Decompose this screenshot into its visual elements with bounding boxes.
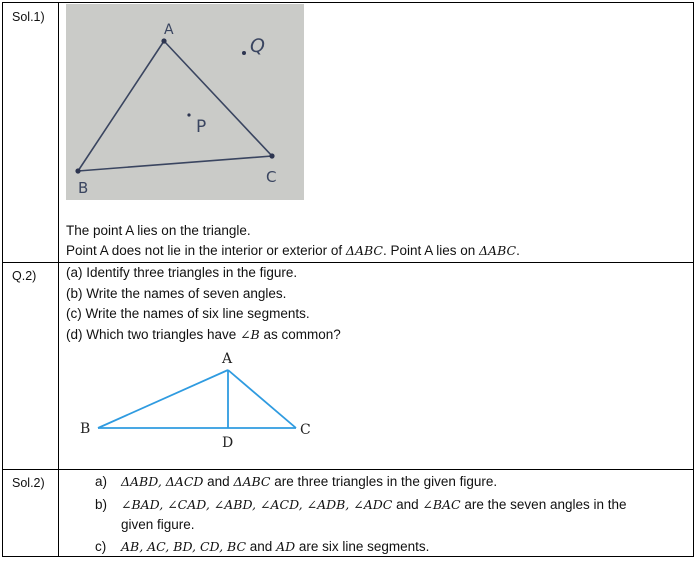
photo-label-p: P <box>196 117 207 137</box>
question-d-text: (d) Which two triangles have <box>66 327 241 342</box>
answer-c <box>95 537 429 557</box>
sol1-line-2-text-mid: . Point A lies on <box>382 243 480 258</box>
triangle-figure-lines <box>98 370 296 428</box>
answer-a <box>95 472 497 492</box>
row-label-q2: Q.2) <box>12 269 37 283</box>
question-d-math: ∠B <box>240 327 260 342</box>
figure-label-b: B <box>80 421 91 437</box>
answer-a-math: ΔABD, ΔACD <box>121 474 204 489</box>
answer-a-marker: a) <box>95 474 108 489</box>
sol1-line-2-text-end: . <box>516 243 520 258</box>
answer-b-math-2: ∠BAC <box>422 497 461 512</box>
photo-label-c: C <box>266 168 277 186</box>
answer-b-marker: b) <box>95 497 108 512</box>
answer-a-math-2: ΔABC <box>233 474 271 489</box>
answer-a-text: are three triangles in the given figure. <box>270 474 498 489</box>
answer-c-marker: c) <box>95 539 107 554</box>
answer-b-text-mid: and <box>392 497 423 512</box>
photo-label-q: Q <box>250 35 265 57</box>
table-border-left <box>2 2 3 557</box>
answer-a-text-mid: and <box>203 474 234 489</box>
row-divider-2 <box>2 469 694 470</box>
question-b: (b) Write the names of seven angles. <box>66 286 287 301</box>
question-d-text-end: as common? <box>259 327 341 342</box>
figure-label-c: C <box>300 422 311 438</box>
question-a: (a) Identify three triangles in the figure. <box>66 265 298 280</box>
answer-c-math: AB, AC, BD, CD, BC <box>121 539 247 554</box>
answer-c-text: are six line segments. <box>295 539 430 554</box>
table-border-right <box>693 2 694 557</box>
answer-c-text-mid: and <box>246 539 277 554</box>
figure-label-d: D <box>222 435 234 451</box>
triangle-abc-sketch <box>66 4 304 200</box>
answer-b-math: ∠BAD, ∠CAD, ∠ABD, ∠ACD, ∠ADB, ∠ADC <box>121 497 393 512</box>
photo-label-b: B <box>78 179 89 197</box>
sol1-line-1: The point A lies on the triangle. <box>66 223 251 238</box>
row-label-sol1: Sol.1) <box>12 10 45 24</box>
answer-c-math-2: AD <box>276 539 296 554</box>
answer-b-continued: given figure. <box>121 517 195 532</box>
answer-b <box>95 495 627 515</box>
sol1-line-2-text: Point A does not lie in the interior or exterior of <box>66 243 346 258</box>
table-border-top <box>2 2 694 3</box>
sol1-line-2 <box>66 241 520 261</box>
triangle-photo <box>66 4 304 200</box>
sol1-line-2-math-2: ΔABC <box>479 243 517 258</box>
triangle-figure <box>60 345 360 455</box>
figure-label-a: A <box>222 351 233 367</box>
photo-label-a: A <box>164 22 174 38</box>
column-divider <box>58 2 59 557</box>
question-d <box>66 325 341 345</box>
question-c: (c) Write the names of six line segments. <box>66 306 310 321</box>
row-label-sol2: Sol.2) <box>12 476 45 490</box>
sol1-line-2-math-1: ΔABC <box>345 243 383 258</box>
answer-b-text: are the seven angles in the <box>460 497 627 512</box>
